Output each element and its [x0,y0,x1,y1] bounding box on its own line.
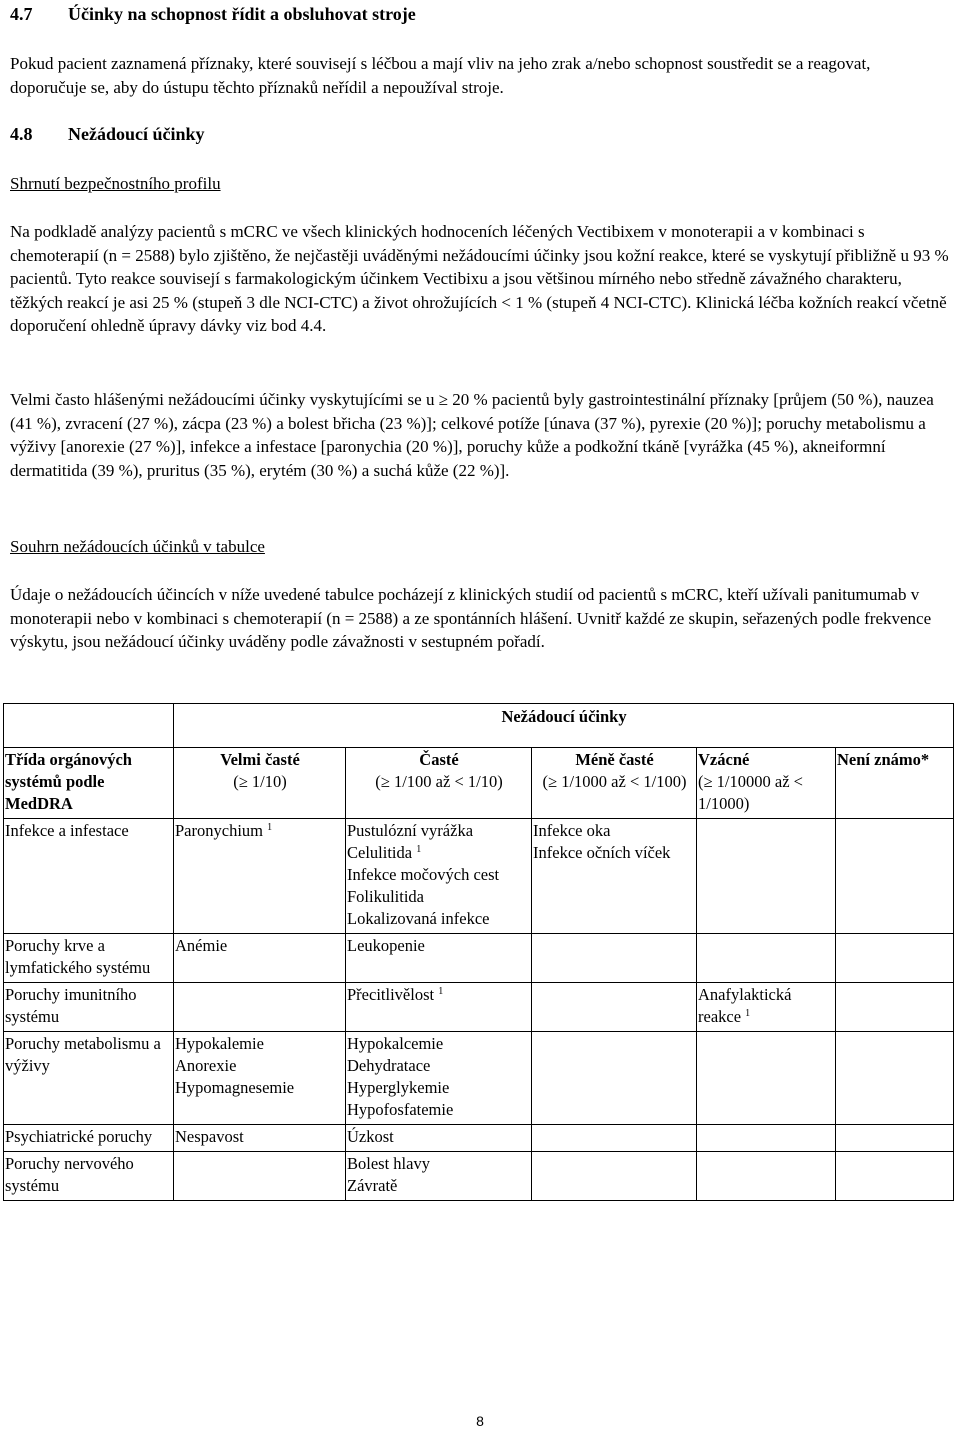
common-cell: Úzkost [346,1125,532,1152]
reaction-text: Dehydratace [347,1056,431,1075]
very-common-cell [174,819,346,934]
table-row [4,819,954,934]
common-cell [346,983,532,1032]
reaction-text: Závratě [347,1176,398,1195]
footnote-marker: 1 [416,844,422,855]
common-cell [346,1032,532,1125]
uncommon-cell [532,983,697,1032]
footnote-marker: 1 [745,1008,751,1019]
rare-cell [697,934,836,983]
soc-cell: Infekce a infestace [4,819,174,934]
footnote-marker: 1 [267,822,273,833]
rare-cell [697,1125,836,1152]
col-header-uncommon [532,748,697,819]
reaction-text: Hypokalcemie [347,1034,444,1053]
reaction-text: Anafylaktická reakce [698,985,792,1026]
reaction-label: Celulitida [347,843,413,862]
section-title: Účinky na schopnost řídit a obsluhovat stroje [68,4,416,24]
adverse-reactions-table [3,703,954,1201]
uncommon-cell [532,1125,697,1152]
col-header-soc: Třída orgánových systémů podle MedDRA [4,748,174,819]
very-common-paragraph: Velmi často hlášenými nežádoucími účinky vyskytujícími se u ≥ 20 % pacientů byly gastrointestinální příznaky [průjem (50 %), nauzea (41 %), zvracení (27 %), zácpa (23 %) a bolest břicha (23 %)]; celkové potíže [únava (37 %), pyrexie (20 %)]; poruchy metabolismu a výživy [anorexie (27 %)], infekce a infestace [paronychia (20 %)], poruchy kůže a podkožní tkáně [vyrážka (45 %), akneiformní dermatitida (39 %), pruritus (35 %), erytém (30 %) a suchá kůže (22 %)]. [10,390,934,480]
unknown-cell [836,983,954,1032]
rare-cell [697,819,836,934]
col-frequency: (≥ 1/10) [233,772,287,791]
rare-cell [697,983,836,1032]
unknown-cell [836,1125,954,1152]
subheading-safety-profile: Shrnutí bezpečnostního profilu [10,174,221,193]
col-header-rare [697,748,836,819]
very-common-cell [174,1152,346,1201]
uncommon-cell [532,1032,697,1125]
table-column-header-row [4,748,954,819]
section-4-7-heading [10,4,416,25]
soc-cell: Psychiatrické poruchy [4,1125,174,1152]
table-super-header: Nežádoucí účinky [174,704,954,748]
reaction-text: Folikulitida [347,887,425,906]
reaction-text: Pustulózní vyrážka [347,821,474,840]
uncommon-cell [532,934,697,983]
reaction-text: Infekce očních víček [533,843,671,862]
reaction-text: Infekce močových cest [347,865,500,884]
reaction-text: Hypofosfatemie [347,1100,454,1119]
unknown-cell [836,819,954,934]
subheading-table-summary: Souhrn nežádoucích účinků v tabulce [10,537,265,556]
table-row [4,1152,954,1201]
very-common-cell: Nespavost [174,1125,346,1152]
common-cell [346,1152,532,1201]
table-row [4,1125,954,1152]
reaction-text: Hypomagnesemie [175,1078,295,1097]
very-common-cell [174,1032,346,1125]
col-label: Méně časté [575,750,654,769]
table-row [4,983,954,1032]
safety-profile-paragraph: Na podkladě analýzy pacientů s mCRC ve všech klinických hodnoceních léčených Vectibixem v monoterapii a v kombinaci s chemoterapií (n = 2588) bylo zjištěno, že nejčastěji uváděnými nežádoucími účinky jsou kožní reakce, které se vyskytují přibližně u 93 % pacientů. Tyto reakce souvisejí s farmakologickým účinkem Vectibixu a jsou většinou mírného nebo středně závažného charakteru, těžkých reakcí je asi 25 % (stupeň 3 dle NCI-CTC) a život ohrožujících < 1 % (stupeň 4 NCI-CTC). Klinická léčba kožních reakcí včetně doporučení ohledně úpravy dávky viz bod 4.4. [10,222,949,335]
reaction-text: Bolest hlavy [347,1154,430,1173]
common-cell [346,819,532,934]
page-number: 8 [476,1413,484,1429]
soc-cell: Poruchy metabolismu a výživy [4,1032,174,1125]
reaction-text: Hyperglykemie [347,1078,450,1097]
table-empty-header-cell [4,704,174,748]
reaction-text: Paronychium [175,821,263,840]
col-frequency: (≥ 1/1000 až < 1/100) [542,772,687,791]
col-header-very-common [174,748,346,819]
reaction-text: Anorexie [175,1056,237,1075]
soc-cell: Poruchy imunitního systému [4,983,174,1032]
unknown-cell [836,1032,954,1125]
section-number: 4.8 [10,124,33,144]
table-intro-paragraph: Údaje o nežádoucích účincích v níže uvedené tabulce pocházejí z klinických studií od pacientů s mCRC, kteří užívali panitumumab v monoterapii nebo v kombinaci s chemoterapií (n = 2588) a ze spontánních hlášení. Uvnitř každé ze skupin, seřazených podle frekvence výskytu, jsou nežádoucí účinky uváděny podle závažnosti v sestupném pořadí. [10,585,932,651]
col-frequency: (≥ 1/100 až < 1/10) [375,772,503,791]
soc-cell: Poruchy nervového systému [4,1152,174,1201]
col-label: Velmi časté [220,750,300,769]
section-title: Nežádoucí účinky [68,124,205,144]
table-row [4,1032,954,1125]
reaction-text [347,842,531,864]
section-4-8-heading [10,124,205,145]
uncommon-cell [532,819,697,934]
reaction-text: Infekce oka [533,821,611,840]
col-header-common [346,748,532,819]
col-header-unknown: Není známo* [836,748,954,819]
section-4-7-paragraph: Pokud pacient zaznamená příznaky, které souvisejí s léčbou a mají vliv na jeho zrak a/nebo schopnost soustředit se a reagovat, doporučuje se, aby do ústupu těchto příznaků neřídil a nepoužíval stroje. [10,54,871,97]
col-label: Časté [419,750,459,769]
soc-cell: Poruchy krve a lymfatického systému [4,934,174,983]
reaction-text: Přecitlivělost [347,985,435,1004]
reaction-text: Hypokalemie [175,1034,264,1053]
col-label: Vzácné [698,750,750,769]
common-cell: Leukopenie [346,934,532,983]
rare-cell [697,1032,836,1125]
table-super-header-row [4,704,954,748]
unknown-cell [836,934,954,983]
section-number: 4.7 [10,4,33,24]
table-row [4,934,954,983]
col-frequency: (≥ 1/10000 až < 1/1000) [698,772,803,813]
very-common-cell [174,983,346,1032]
reaction-text: Lokalizovaná infekce [347,909,490,928]
footnote-marker: 1 [438,986,444,997]
uncommon-cell [532,1152,697,1201]
unknown-cell [836,1152,954,1201]
very-common-cell: Anémie [174,934,346,983]
rare-cell [697,1152,836,1201]
